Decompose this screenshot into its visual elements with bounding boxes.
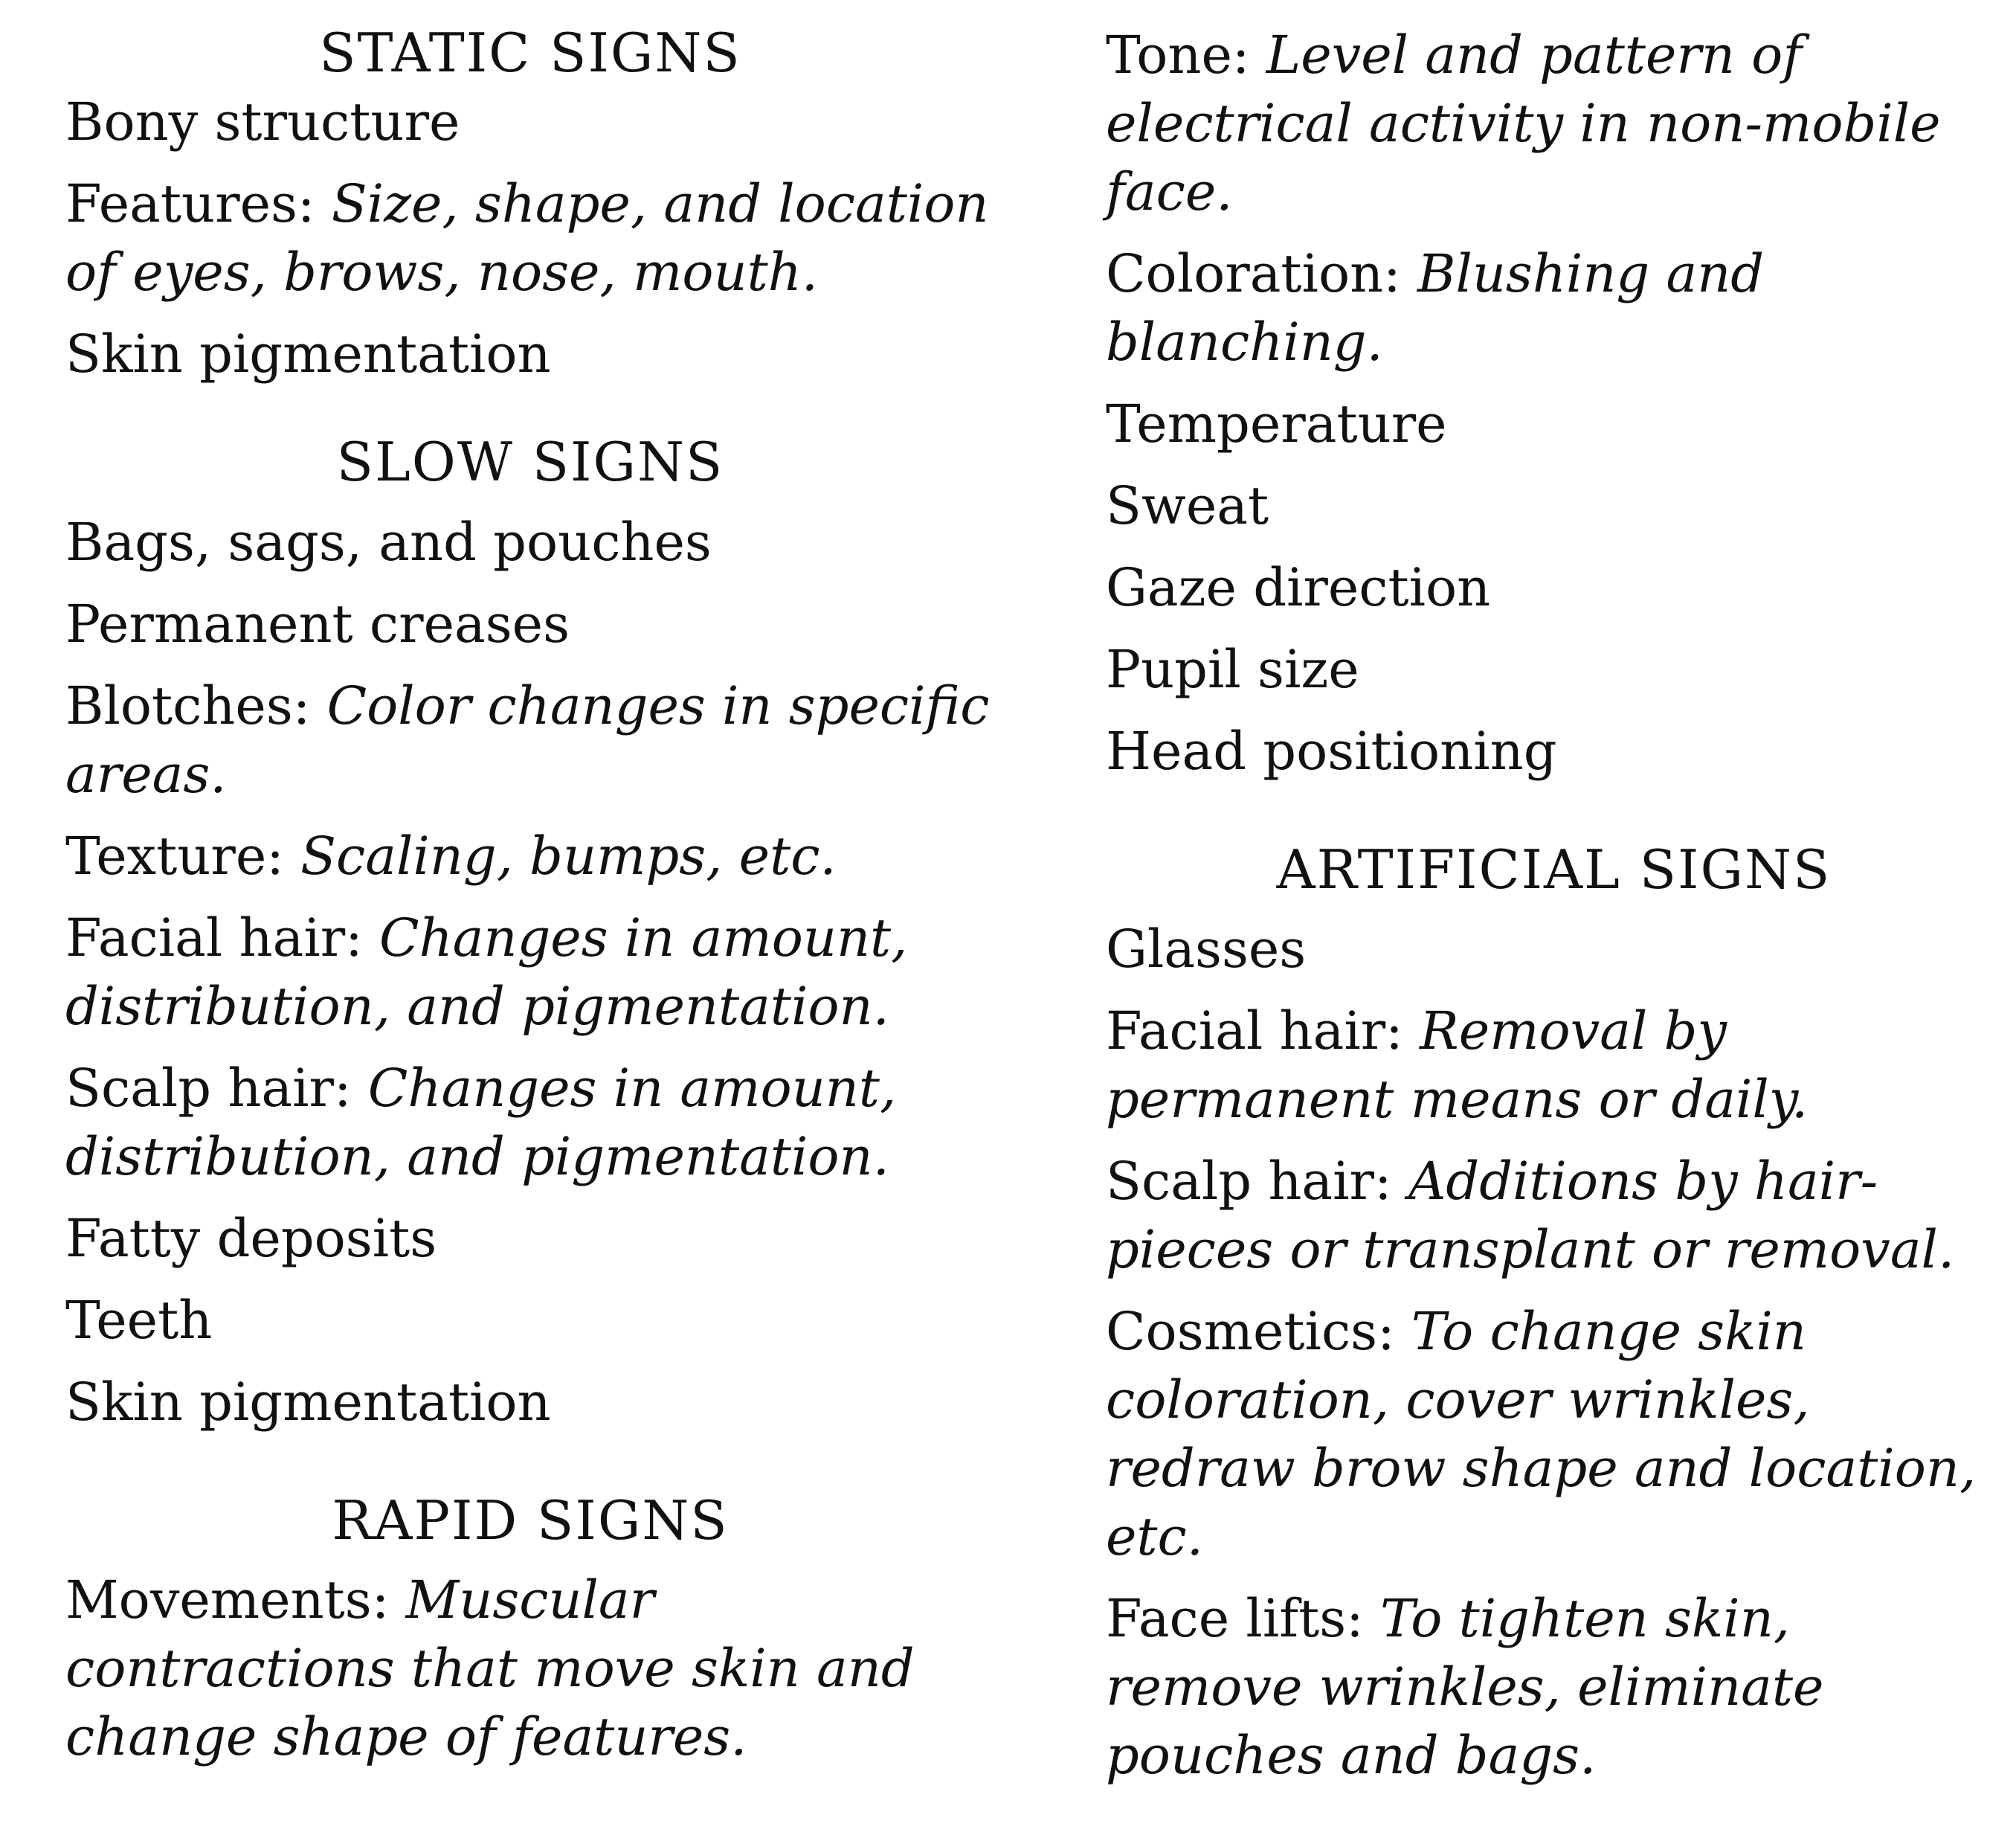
item-label: Face lifts: [1106, 1588, 1381, 1650]
list-item [1106, 472, 2002, 540]
section-artificial-signs [1106, 838, 2002, 1790]
item-description: Scaling, bumps, etc. [300, 825, 837, 887]
item-label: Texture: [65, 825, 301, 887]
item-label: Cosmetics: [1106, 1301, 1411, 1363]
list-item [1106, 635, 2002, 704]
item-label: Bags, sags, and pouches [65, 511, 712, 573]
item-label: Movements: [65, 1569, 406, 1631]
item-description: Removal by permanent means or daily. [1106, 1000, 1809, 1131]
list-item [1106, 240, 2002, 376]
list-item [65, 320, 995, 388]
section-heading: STATIC SIGNS [319, 22, 741, 84]
list-item [1106, 1297, 2002, 1571]
item-label: Sweat [1106, 475, 1269, 536]
item-label: Facial hair: [65, 907, 380, 968]
item-label: Bony structure [65, 91, 460, 153]
list-item [1106, 553, 2002, 622]
item-description: Changes in amount, distribution, and pigmentation. [65, 907, 908, 1037]
list-item [1106, 717, 2002, 785]
list-item [65, 1368, 995, 1436]
list-item [1106, 1584, 2002, 1790]
item-description: Level and pattern of electrical activity in non-mobile face. [1106, 25, 1941, 222]
item-label: Temperature [1106, 393, 1447, 454]
item-label: Blotches: [65, 675, 327, 736]
item-description: Blushing and blanching. [1106, 243, 1765, 373]
item-label: Fatty deposits [65, 1207, 437, 1269]
item-description: Additions by hair-pieces or transplant or removal. [1106, 1151, 1955, 1281]
item-description: Muscular contractions that move skin and change shape of features. [65, 1569, 915, 1768]
item-description: Color changes in specific areas. [65, 675, 990, 805]
item-description: Changes in amount, distribution, and pigmentation. [65, 1057, 897, 1187]
list-item [65, 1204, 995, 1273]
item-label: Head positioning [1106, 721, 1557, 782]
list-item [1106, 390, 2002, 458]
item-label: Scalp hair: [1106, 1151, 1408, 1212]
list-item [65, 590, 995, 658]
section-heading: RAPID SIGNS [332, 1488, 729, 1552]
list-item [65, 904, 995, 1041]
section-slow-signs [65, 430, 995, 1436]
item-label: Permanent creases [65, 593, 570, 655]
section-heading: SLOW SIGNS [336, 431, 724, 494]
item-label: Facial hair: [1106, 1000, 1420, 1062]
item-description: Size, shape, and location of eyes, brows, nose, mouth. [65, 173, 989, 303]
item-description: To tighten skin, remove wrinkles, eliminate pouches and bags. [1106, 1588, 1824, 1787]
item-description: To change skin coloration, cover wrinkles, redraw brow shape and location, etc. [1106, 1301, 1977, 1568]
section-static-signs [65, 21, 995, 388]
right-column [1106, 21, 2002, 1803]
left-column [65, 21, 995, 1784]
list-item [1106, 915, 2002, 983]
list-item [65, 1566, 995, 1771]
item-label: Gaze direction [1106, 557, 1491, 618]
list-item [65, 822, 995, 890]
list-item [65, 170, 995, 306]
item-label: Teeth [65, 1289, 213, 1351]
list-item [1106, 21, 2002, 226]
list-item [65, 1286, 995, 1355]
item-label: Glasses [1106, 919, 1307, 980]
list-item [65, 508, 995, 576]
list-item [1106, 997, 2002, 1134]
item-label: Features: [65, 173, 332, 235]
item-label: Skin pigmentation [65, 1371, 551, 1433]
item-label: Tone: [1106, 25, 1266, 86]
section-rapid-signs-continued [1106, 21, 2002, 785]
section-rapid-signs [65, 1488, 995, 1771]
list-item [65, 1054, 995, 1191]
item-label: Coloration: [1106, 243, 1418, 304]
list-item [65, 88, 995, 156]
list-item [1106, 1147, 2002, 1284]
section-heading: ARTIFICIAL SIGNS [1276, 838, 1832, 901]
item-label: Pupil size [1106, 639, 1359, 700]
item-label: Scalp hair: [65, 1057, 368, 1119]
item-label: Skin pigmentation [65, 324, 551, 385]
list-item [65, 672, 995, 809]
